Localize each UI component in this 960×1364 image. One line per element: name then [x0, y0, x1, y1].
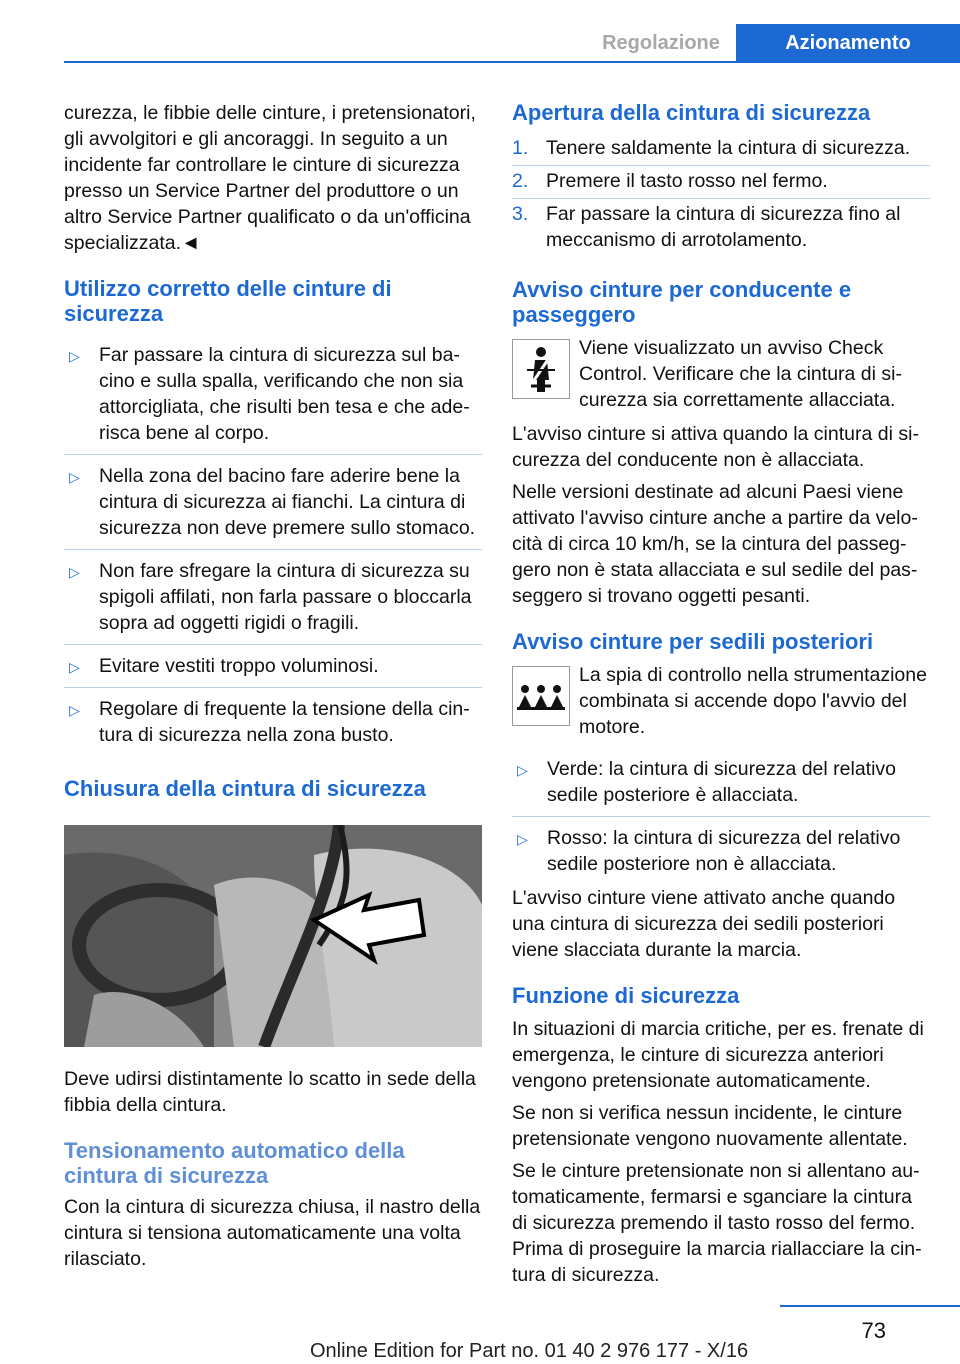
avviso-paragraph-2: Nelle versioni destinate ad alcuni Paesi viene attivato l'avviso cinture anche a partire da velocità di circa 10 km/h, se la cintura del passeggero non è stata allacciata e sul sedile del passeggero si trovano oggetti pesanti.: [512, 481, 918, 607]
section-title-chiusura: Chiusura della cintura di sicurezza: [64, 776, 426, 801]
edition-footer: Online Edition for Part no. 01 40 2 976 177 - X/16: [310, 1340, 749, 1362]
list-item: 3. Far passare la cintura di sicurezza fino al meccanismo di arrotolamento.: [512, 203, 901, 251]
usage-list: [64, 334, 482, 756]
tensionamento-text: Con la cintura di sicurezza chiusa, il nastro della cintura si tensiona automaticamente una volta rilasciato.: [64, 1196, 481, 1270]
list-item: ▷ Verde: la cintura di sicurezza del relativo sedile posteriore è allacciata.: [512, 748, 930, 817]
section-title-avviso-posteriori: Avviso cinture per sedili posteriori: [512, 629, 874, 654]
safety-paragraph-3: Se le cinture pretensionate non si allentano automaticamente, fermarsi e sganciare la cintura di sicurezza premendo il tasto rosso del fermo. Prima di proseguire la marcia riallacciare la cintura di sicurezza.: [512, 1160, 922, 1286]
triangle-bullet-icon: ▷: [517, 762, 528, 778]
triangle-bullet-icon: ▷: [69, 469, 80, 485]
section-title-avviso-conducente: Avviso cinture per conducente e passeggero: [512, 277, 852, 327]
triangle-bullet-icon: ▷: [69, 659, 80, 675]
list-item: 2. Premere il tasto rosso nel fermo.: [512, 166, 930, 199]
section-title-funzione-sicurezza: Funzione di sicurezza: [512, 983, 740, 1008]
rear-indicator-paragraph: La spia di controllo nella strumentazione combinata si accende dopo l'avvio del motore.: [512, 662, 930, 740]
intro-paragraph: curezza, le fibbie delle cinture, i pretensionatori, gli avvolgitori e gli ancoraggi. In seguito a un incidente far controllare le cinture di sicurezza presso un Service Partner del produttore o un altro Service Partner qualificato o da un'officina specializzata.◄: [64, 102, 476, 254]
triangle-bullet-icon: ▷: [517, 831, 528, 847]
triangle-bullet-icon: ▷: [69, 702, 80, 718]
left-column: [64, 100, 482, 1278]
safety-paragraph-1: In situazioni di marcia critiche, per es. frenate di emergenza, le cinture di sicurezza anteriori vengono pretensionate automaticamente.: [512, 1018, 924, 1092]
page-number: 73: [861, 1318, 886, 1343]
list-item: ▷ Non fare sfregare la cintura di sicurezza su spigoli affilati, non farla passare o bloccarla sopra ad oggetti rigidi o fragili.: [64, 550, 482, 645]
section-title-apertura: Apertura della cintura di sicurezza: [512, 100, 871, 125]
tab-regolazione[interactable]: Regolazione: [602, 32, 720, 54]
opening-steps: [512, 133, 930, 257]
tab-azionamento[interactable]: Azionamento: [736, 24, 960, 62]
rear-seats-indicator-icon: [512, 666, 570, 726]
list-item: ▷ Far passare la cintura di sicurezza sul bacino e sulla spalla, verificando che non sia attorcigliata, che risulti ben tesa e che aderisca bene al corpo.: [64, 334, 482, 455]
seatbelt-photo: [64, 825, 482, 1047]
photo-caption: Deve udirsi distintamente lo scatto in sede della fibbia della cintura.: [64, 1068, 476, 1116]
right-column: [512, 100, 930, 1294]
safety-paragraph-2: Se non si verifica nessun incidente, le cinture pretensionate vengono nuovamente allentate.: [512, 1102, 908, 1150]
seatbelt-warning-icon: [512, 339, 570, 399]
rear-indicator-list: [512, 748, 930, 885]
list-item: ▷ Regolare di frequente la tensione della cintura di sicurezza nella zona busto.: [69, 698, 470, 746]
triangle-bullet-icon: ▷: [69, 564, 80, 580]
list-item: ▷ Rosso: la cintura di sicurezza del relativo sedile posteriore non è allacciata.: [517, 827, 901, 875]
rear-warning-paragraph: L'avviso cinture viene attivato anche quando una cintura di sicurezza dei sedili posteriori viene slacciata durante la marcia.: [512, 887, 896, 961]
footer-rule: [780, 1305, 960, 1307]
list-item: 1. Tenere saldamente la cintura di sicurezza.: [512, 133, 930, 166]
triangle-bullet-icon: ▷: [69, 348, 80, 364]
header-rule: [64, 61, 960, 63]
list-item: ▷ Evitare vestiti troppo voluminosi.: [64, 645, 482, 688]
warning-icon-paragraph: Viene visualizzato un avviso Check Control. Verificare che la cintura di sicurezza sia correttamente allacciata.: [512, 335, 930, 413]
avviso-paragraph-1: L'avviso cinture si attiva quando la cintura di sicurezza del conducente non è allacciata.: [512, 423, 919, 471]
list-item: ▷ Nella zona del bacino fare aderire bene la cintura di sicurezza ai fianchi. La cintura di sicurezza non deve premere sullo stomaco.: [64, 455, 482, 550]
section-title-utilizzo: Utilizzo corretto delle cinture di sicurezza: [64, 276, 392, 326]
section-title-tensionamento: Tensionamento automatico della cintura di sicurezza: [64, 1138, 405, 1188]
